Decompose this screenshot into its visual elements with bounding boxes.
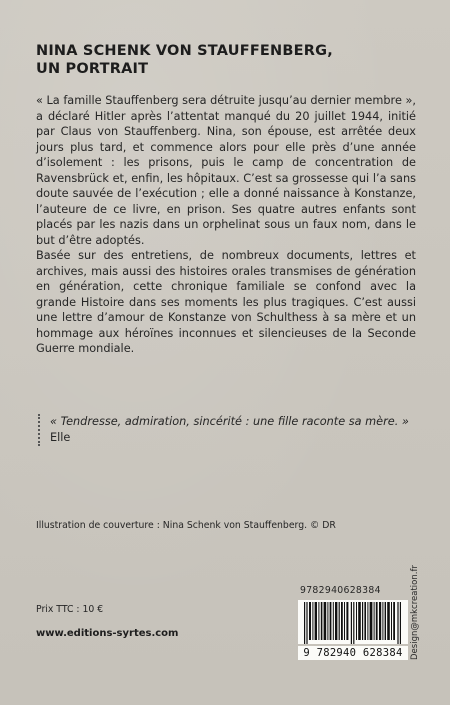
design-credit: Design@mkcreation.fr: [410, 565, 420, 660]
barcode: [298, 600, 408, 644]
book-title-line-2: UN PORTRAIT: [36, 61, 149, 77]
blurb-paragraph-1: « La famille Stauffenberg sera détruite jusqu’au dernier membre », a déclaré Hitler après l’attentat manqué du 20 juillet 1944, initié par Claus von Stauffenberg. Nina, son épouse, est arrêtée deux jours plus tard, et commence alors pour elle près d’une année d’isolement : les prisons, puis le camp de concentration de Ravensbrück et, enfin, les hôpitaux. C’est sa grossesse qui l’a sans doute sauvée de l’exécution ; elle a donné naissance à Konstanze, l’auteure de ce livre, en prison. Ses quatre autres enfants sont placés par les nazis dans un orphelinat sous un faux nom, dans le but d’être adoptés.: [36, 94, 416, 247]
press-quote-text: « Tendresse, admiration, sincérité : une fille raconte sa mère. »: [50, 415, 409, 428]
cover-illustration-credit: Illustration de couverture : Nina Schenk von Stauffenberg. © DR: [36, 520, 336, 531]
blurb: [36, 93, 416, 357]
barcode-digits: 9 782940 628384: [298, 646, 408, 660]
price: Prix TTC : 10 €: [36, 604, 104, 615]
isbn-number: 9782940628384: [300, 585, 381, 596]
barcode-bars: [298, 600, 408, 644]
publisher-website: www.editions-syrtes.com: [36, 628, 179, 639]
press-quote: [38, 414, 410, 446]
blurb-paragraph-2: Basée sur des entretiens, de nombreux documents, lettres et archives, mais aussi des histoires orales transmises de génération en génération, cette chronique familiale se confond avec la grande Histoire dans ses moments les plus tragiques. C’est aussi une lettre d’amour de Konstanze von Schulthess à sa mère et un hommage aux héroïnes inconnues et silencieuses de la Seconde Guerre mondiale.: [36, 249, 416, 355]
press-quote-source: Elle: [50, 431, 71, 444]
book-title: [36, 42, 426, 78]
book-title-line-1: NINA SCHENK VON STAUFFENBERG,: [36, 43, 333, 59]
